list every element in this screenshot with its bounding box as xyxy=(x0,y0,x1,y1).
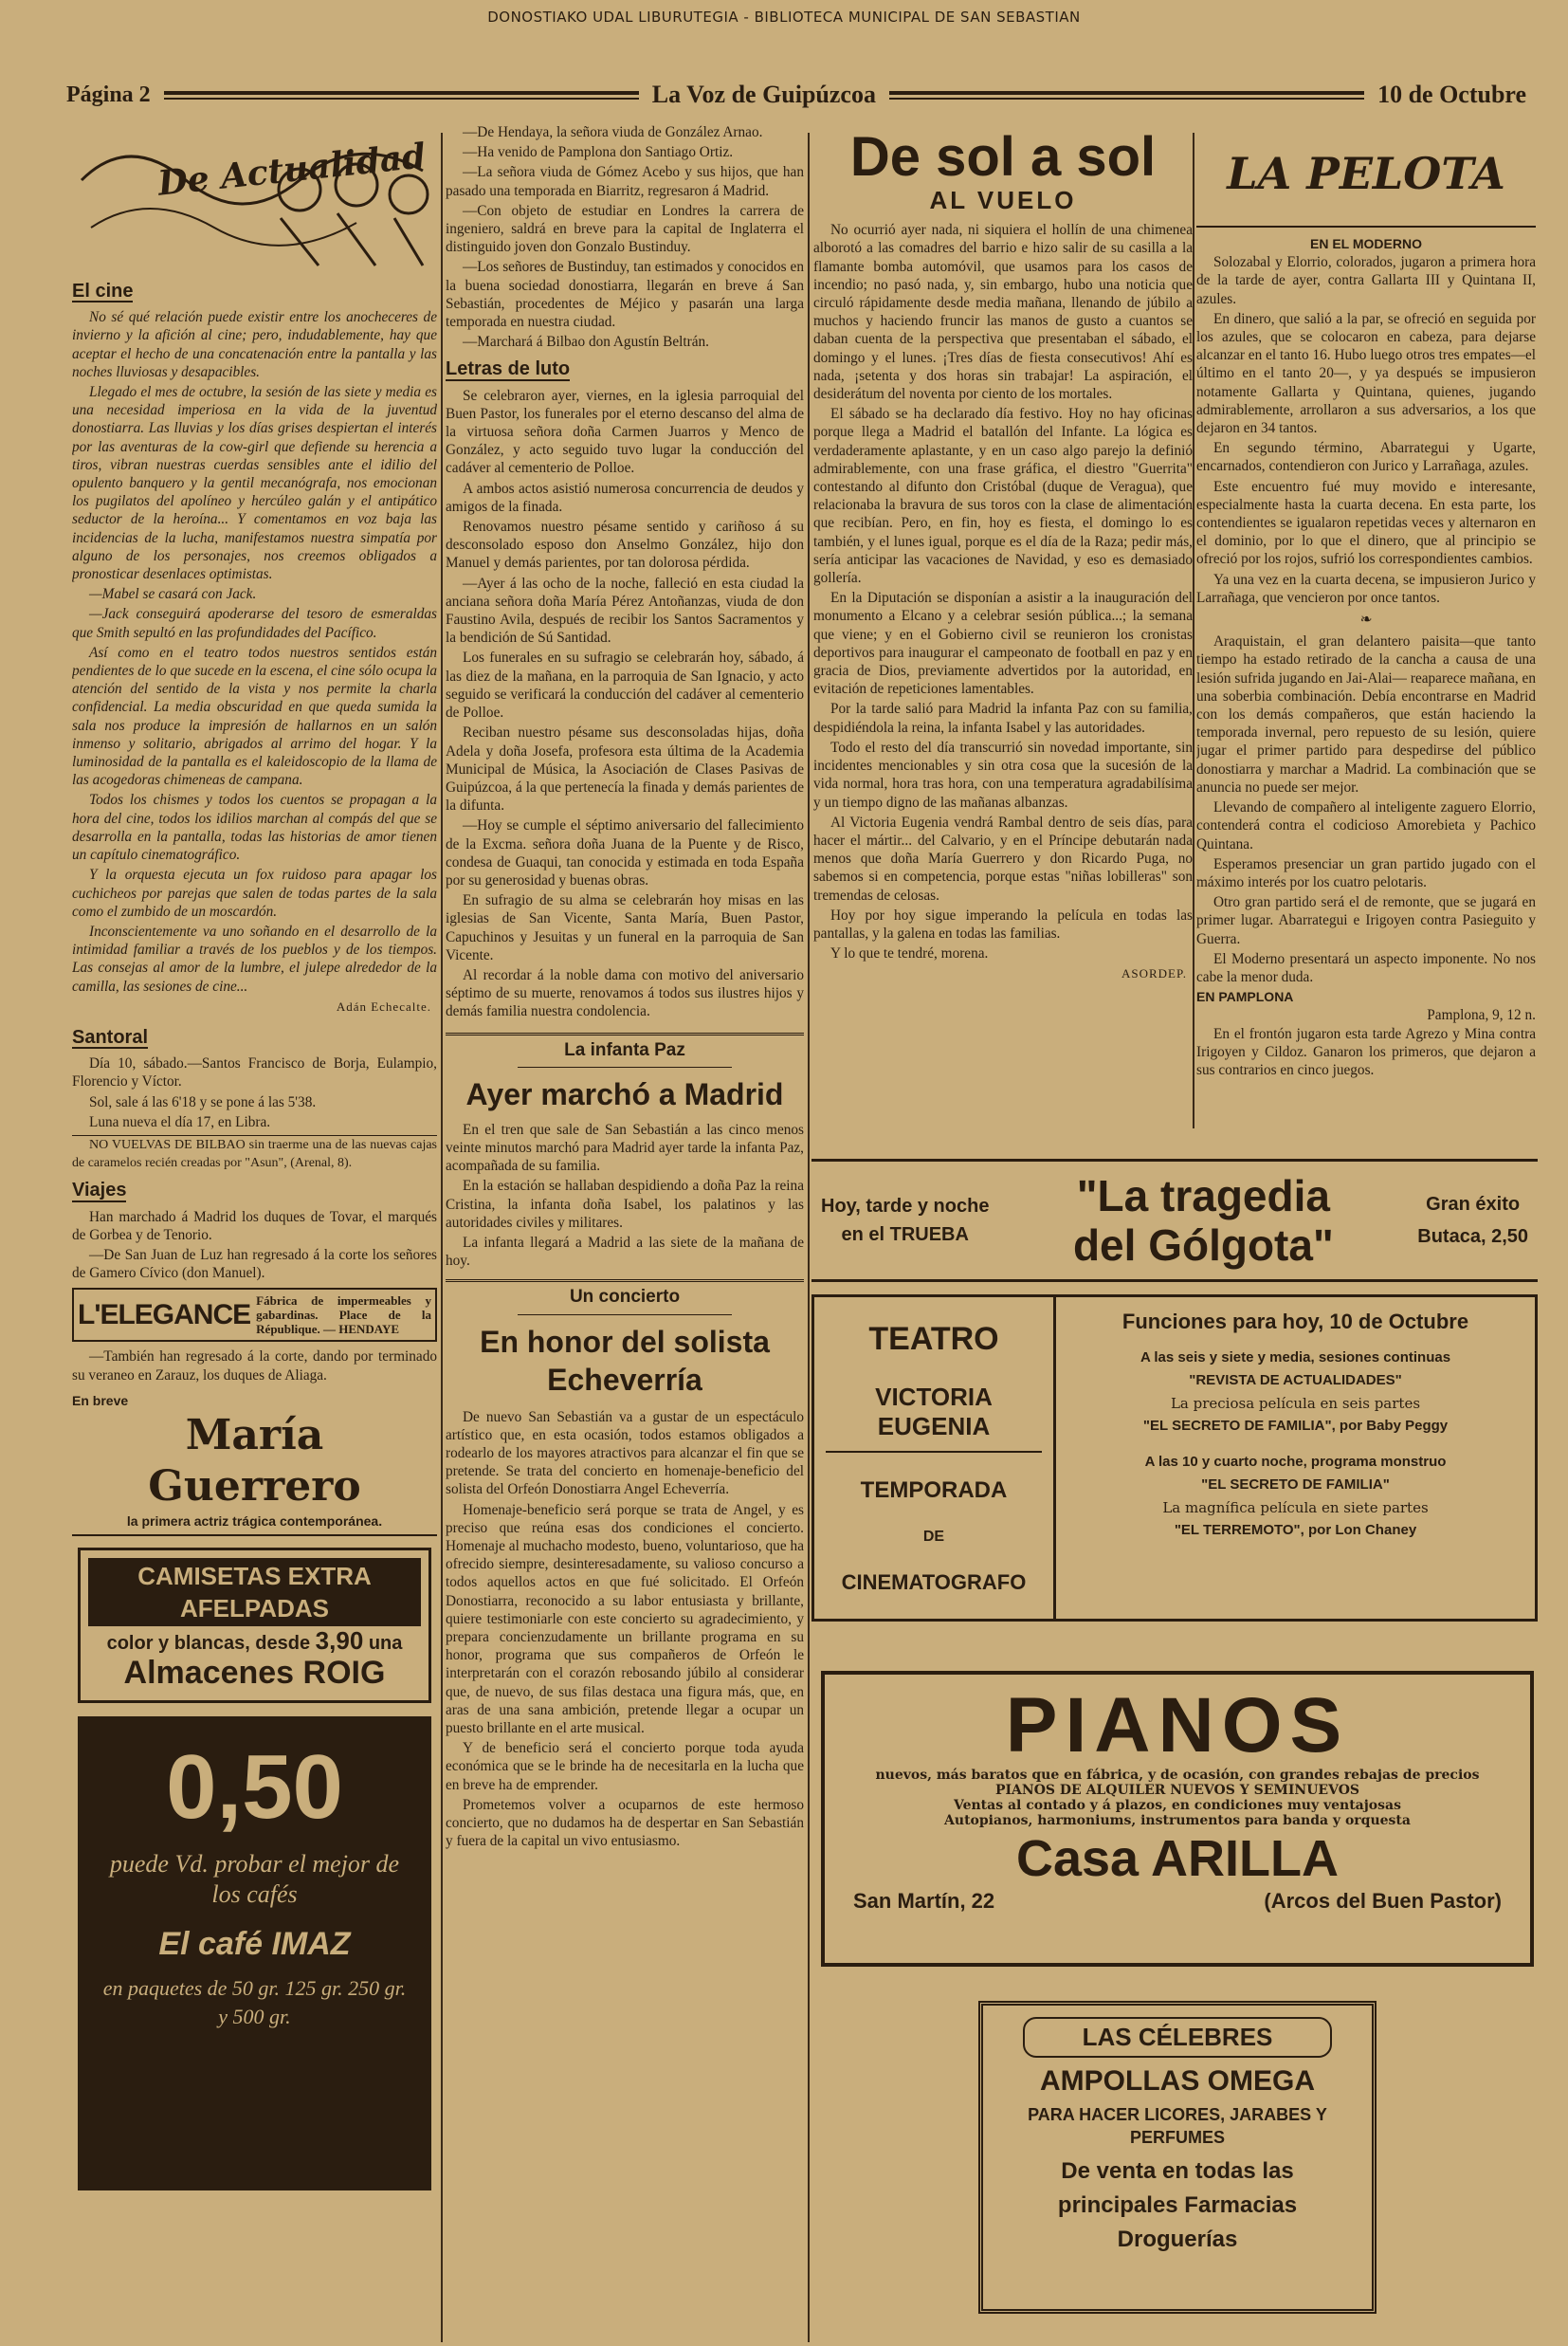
golgota-title xyxy=(1073,1171,1334,1270)
concierto-headline: En honor del solista Echeverría xyxy=(480,1324,770,1397)
santoral-line: Luna nueva el día 17, en Libra. xyxy=(89,1113,271,1130)
paragraph: La infanta llegará a Madrid a las siete de la mañana de hoy. xyxy=(446,1234,804,1270)
paragraph: Al recordar á la noble dama con motivo del aniversario séptimo de su muerte, renovamos á todos sus ilustres hijos y demás familia nuestra condolencia. xyxy=(446,966,804,1020)
separator-icon: ❧ xyxy=(1359,612,1373,629)
elegance-name: L'ELEGANCE xyxy=(78,1299,251,1331)
golgota-ad xyxy=(811,1159,1538,1282)
pamplona-head: EN PAMPLONA xyxy=(1196,989,1294,1005)
roig-headline: CAMISETAS EXTRA AFELPADAS xyxy=(88,1558,421,1626)
paragraph: De nuevo San Sebastián va a gustar de un espectáculo artístico que, en esta ocasión, todos estamos obligados a rodearlo de los mayores atractivos para alcanzar el fin que se pretende. Se trata del concierto en homenaje-beneficio del solista del Orfeón Donostiarra Angel Echeverría. xyxy=(446,1408,804,1498)
paragraph: Y lo que te tendré, morena. xyxy=(830,945,989,962)
paragraph: Llevando de compañero al inteligente zaguero Elorrio, contenderá contra el codicioso Amorebieta y Pachico Quintana. xyxy=(1196,799,1536,852)
pianos-line: PIANOS DE ALQUILER NUEVOS Y SEMINUEVOS xyxy=(994,1783,1360,1798)
paragraph: Otro gran partido será el de remonte, que se jugará en primer lugar. Abarrategui e Irigoyen contra Pasieguito y Guerra. xyxy=(1196,894,1536,947)
pelota-masthead xyxy=(1196,123,1536,228)
program-line: "REVISTA DE ACTUALIDADES" xyxy=(1189,1372,1402,1388)
page-header xyxy=(66,76,1526,114)
paragraph: Homenaje-beneficio será porque se trata de Angel, y es preciso que reúna esas dos condiciones el concierto. Homenaje al muchacho modesto, bueno, voluntarioso, que ha ofrecido siempre, desinteresadamente, su valioso concurso a todos aquellos actos en que fué solicitado. El Orfeón Donostiarra, reconocido a su labor entusiasta y brillante, quiere testimoniarle con este concierto su agradecimiento, y prepara concienzudamente un brillante programa en su honor, programa que sus compañeros de Orfeón le interpretarán con el corazón rebosando júbilo al considerar que, de nuevo, de sus filas destaca una figura más, que, en aras de una sana ambición, pretende llegar a ocupar un puesto brillante en el arte musical. xyxy=(446,1501,804,1737)
pianos-line: Autopianos, harmoniums, instrumentos para banda y orquesta xyxy=(944,1813,1411,1828)
paragraph: En la Diputación se disponían a asistir a la inauguración del monumento a Elcano y a celebrar sesión pública...; la semana que viene; y en el Gobierno civil se reunieron los cronistas deportivos para inaugurar el campeonato de football en paz y en gracia de Dios, previamente advertidos por la autoridad, en evitación de repeticiones lamentables. xyxy=(813,590,1193,698)
paragraph: Han marchado á Madrid los duques de Tovar, el marqués de Gorbea y de Tenorio. xyxy=(72,1208,437,1243)
roig-ad xyxy=(78,1548,431,1703)
paragraph: El sábado se ha declarado día festivo. Hoy no hay oficinas porque llega a Madrid el batallón del Infante. La lógica es verdaderamente aplastante, y en un caso algo parejo la definió admirablemente, con una frase gráfica, el diestro "Guerrita" contestando al difunto don Cristóbal (duque de Veragua), que relacionaba la bravura de sus toros con la clase de alimentación que recibían. Pero, en fin, hoy es fiesta, el domingo lo es también, y el lunes igual, porque es el día de la Raza; pedir más, sería anticipar las vacaciones de Navidad, y eso es demasiado gollería. xyxy=(813,406,1193,587)
paragraph: No sé qué relación puede existir entre los anocheceres de invierno y la afición al cine; pero, indudablemente, hay que aceptar el hecho de una concatenación entre la pantalla y las noches lluviosas y desapacibles. xyxy=(72,309,437,380)
omega-line: principales Farmacias xyxy=(1057,2192,1298,2218)
golgota-where: en el TRUEBA xyxy=(841,1224,969,1245)
paragraph: —La señora viuda de Gómez Acebo y sus hijos, que han pasado una temporada en Biarritz, regresaron á Madrid. xyxy=(446,164,804,199)
guerrero-name: María Guerrero xyxy=(148,1410,361,1511)
paragraph: Por la tarde salió para Madrid la infanta Paz con su familia, despidiéndola la reina, la infanta Isabel y las autoridades. xyxy=(813,701,1193,736)
paragraph: —Hoy se cumple el séptimo aniversario del fallecimiento de la Excma. señora doña Juana de la Puente y de Risco, condesa de Guaqui, tan conocida y estimada en toda España por su generosidad y buenas obras. xyxy=(446,817,804,889)
victoria-eugenia-ad xyxy=(811,1294,1538,1622)
paragraph: —De San Juan de Luz han regresado á la corte los señores de Gamero Cívico (don Manuel). xyxy=(72,1246,437,1282)
paragraph: —Ayer á las ocho de la noche, falleció en esta ciudad la anciana señora doña María Pérez Antoñanzas, viuda de don Faustino Avila, después de recibir los Santos Sacramentos y la bendición de Sú Santidad. xyxy=(446,575,804,647)
roig-text: color y blancas, desde xyxy=(106,1633,311,1655)
paragraph: —Con objeto de estudiar en Londres la carrera de ingeniero, saldrá en breve para la capital de Inglaterra el distinguido joven don Gonzalo Bustinduy. xyxy=(446,202,804,256)
column-2 xyxy=(446,123,804,2333)
paragraph: Se celebraron ayer, viernes, en la iglesia parroquial del Buen Pastor, los funerales por el eterno descanso del alma de la virtuosa señora doña Carmen Juarros y Menco de González, y acto seguido tuvo lugar la conducción del cadáver al cementerio de Polloe. xyxy=(446,387,804,477)
pianos-arcos: (Arcos del Buen Pastor) xyxy=(1264,1889,1502,1913)
paragraph: Este encuentro fué muy movido e interesante, especialmente hasta la cuarta decena. En esta parte, los contendientes se igualaron repetidas veces y alternaron en el dominio, por lo que el dinero, que al principio se ofreció por los rojos, sufrió los correspondientes cambios. xyxy=(1196,478,1536,568)
page-number: Página 2 xyxy=(66,82,151,107)
pamplona-dateline: Pamplona, 9, 12 n. xyxy=(1427,1007,1536,1024)
signature: ASORDEP. xyxy=(1121,966,1187,981)
paragraph: Prometemos volver a ocuparnos de este hermoso concierto, que no dudamos ha de despertar en San Sebastián y fuera de la capital un vivo entusiasmo. xyxy=(446,1796,804,1850)
paragraph: En el frontón jugaron esta tarde Agrezo y Mina contra Irigoyen y Cildoz. Ganaron los primeros, que dejaron a sus contrarios en cinco juegos. xyxy=(1196,1025,1536,1078)
column-rule xyxy=(441,133,443,2342)
elegance-text: Fábrica de impermeables y gabardinas. Place de la République. — HENDAYE xyxy=(256,1293,431,1337)
paragraph: En la estación se hallaban despidiendo a doña Paz la reina Cristina, la infanta doña Isabel, los palatinos y las autoridades civiles y militares. xyxy=(446,1178,804,1231)
column-3 xyxy=(813,123,1193,1147)
article-cine xyxy=(72,308,437,996)
program-head: Funciones para hoy, 10 de Octubre xyxy=(1121,1310,1469,1333)
actualidad-title: De Actualidad xyxy=(155,136,428,204)
pelota-subhead: EN EL MODERNO xyxy=(1310,236,1422,251)
sol-a-sol-title: De sol a sol xyxy=(849,126,1157,188)
pianos-ad xyxy=(821,1671,1534,1967)
program-line: A las 10 y cuarto noche, programa monstruo xyxy=(1144,1454,1447,1470)
paragraph: No ocurrió ayer nada, ni siquiera el hollín de una chimenea alborotó a las comadres del barrio e hizo salir de su casilla a la flamante bomba automóvil, que usamos para los casos de incendio; no pasó nada, y, sin embargo, hubo una noticia que circuló rápidamente desde media mañana, llenando de júbilo a muchos y haciendo fruncir las manos de gusto a cuantos se daban cuenta de la perspectiva que presentaban el sábado, el domingo y el lunes. ¡Tres días de fiesta consecutivos! Ahí es nada, ¡setenta y dos horas sin trabajar! La aspiración, el desiderátum del noventa por ciento de los mortales. xyxy=(813,222,1193,403)
paragraph: Y de beneficio será el concierto porque toda ayuda económica que se le brinde ha de necesitarla en la lucha que en breve ha de emprender. xyxy=(446,1740,804,1793)
paragraph: En segundo término, Abarrategui y Ugarte, encarnados, contendieron con Jurico y Larrañaga, azules. xyxy=(1196,440,1536,475)
paragraph: En el tren que sale de San Sebastián a las cinco menos veinte minutos marchó para Madrid ayer tarde la infanta Paz, acompañada de su familia. xyxy=(446,1121,804,1175)
roig-unit: una xyxy=(368,1633,403,1655)
asun-ad: NO VUELVAS DE BILBAO sin traerme una de las nuevas cajas de caramelos recién creadas por "Asun", (Arenal, 8). xyxy=(72,1135,437,1172)
paragraph: El Moderno presentará un aspecto imponente. No nos cabe la menor duda. xyxy=(1196,950,1536,985)
guerrero-kicker: En breve xyxy=(72,1392,129,1408)
roig-store: Almacenes ROIG xyxy=(123,1655,386,1692)
infanta-kicker: La infanta Paz xyxy=(564,1039,685,1060)
paragraph: Así como en el teatro todos nuestros sentidos están pendientes de lo que sucede en la escena, el cine sólo ocupa la atención del sentido de la vista y nos permite la charla confidencial. La media obscuridad en que queda sumida la sala nos produce la impresión de hallarnos en un salón inmenso y solitario, abrigados al arrimo del hogar. Y la luminosidad de la pantalla es el kaleidoscopio de la llama de las acogedoras chimeneas de campana. xyxy=(72,644,437,789)
imaz-ad xyxy=(78,1716,431,2190)
golgota-title-1: "La tragedia xyxy=(1076,1171,1330,1220)
imaz-line: puede Vd. probar el mejor de los cafés xyxy=(109,1850,400,1909)
paragraph: Solozabal y Elorrio, colorados, jugaron a primera hora de la tarde de ayer, contra Gallarta III y Quintana II, azules. xyxy=(1196,254,1536,307)
victoria-eugenia-program xyxy=(1056,1297,1535,1619)
infanta-headline: Ayer marchó a Madrid xyxy=(465,1076,784,1111)
imaz-brand: El café IMAZ xyxy=(158,1926,351,1963)
paragraph: —Los señores de Bustinduy, tan estimados y conocidos en la buena sociedad donostiarra, llegarán en breve á San Sebastián, procedentes de Méjico y pasarán una larga temporada en nuestra ciudad. xyxy=(446,259,804,331)
column-4 xyxy=(1196,123,1536,1147)
golgota-right xyxy=(1417,1188,1528,1253)
pelota-title: LA PELOTA xyxy=(1227,148,1505,200)
de-label: DE xyxy=(922,1529,945,1545)
actualidad-masthead xyxy=(72,123,437,275)
temporada-label: TEMPORADA xyxy=(860,1477,1008,1503)
issue-date: 10 de Octubre xyxy=(1377,81,1527,108)
paragraph: Todo el resto del día transcurrió sin novedad importante, sin incidentes mencionables y sin otra cosa que la sucesión de la vida normal, hora tras hora, con una temperatura agradabilísima y un tiempo digno de las mañanas albanzas. xyxy=(813,739,1193,811)
paragraph: En dinero, que salió a la par, se ofreció en seguida por los azules, que se colocaron en cabeza, para dejarse alcanzar en el tanto 16. Hubo luego otros tres empates—el último en el tanto 20—, y ya después se impusieron notamente Gallarta y Quintana, quienes, jugando admirablemente, arrollaron a sus adversarios, a los que dejaron en 34 tantos. xyxy=(1196,310,1536,437)
roig-line xyxy=(88,1626,421,1656)
archive-banner: DONOSTIAKO UDAL LIBURUTEGIA - BIBLIOTECA MUNICIPAL DE SAN SEBASTIAN xyxy=(487,9,1081,26)
section-title-cine: El cine xyxy=(72,281,134,302)
paragraph: —Marchará á Bilbao don Agustín Beltrán. xyxy=(463,334,709,351)
paragraph: —Ha venido de Pamplona don Santiago Ortiz. xyxy=(463,144,734,161)
paragraph: Y la orquesta ejecuta un fox ruidoso para apagar los cuchicheos por parejas que salen de todas partes de la sala como el zumbido de un moscardón. xyxy=(72,867,437,920)
pianos-street: San Martín, 22 xyxy=(853,1889,995,1913)
program-line: La magnífica película en siete partes xyxy=(1162,1499,1429,1516)
concierto-kicker: Un concierto xyxy=(569,1287,681,1308)
newspaper-name: La Voz de Guipúzcoa xyxy=(651,81,876,108)
omega-use: PARA HACER LICORES, JARABES Y PERFUMES xyxy=(1028,2105,1327,2147)
paragraph: Los funerales en su sufragio se celebrarán hoy, sábado, á las diez de la mañana, en la parroquia de San Ignacio, y acto seguido se verificará la conducción del cadáver al cementerio de Polloe. xyxy=(446,650,804,722)
program-line: "EL SECRETO DE FAMILIA", por Baby Peggy xyxy=(1142,1418,1449,1434)
golgota-title-2: del Gólgota" xyxy=(1072,1220,1334,1270)
al-vuelo-subtitle: AL VUELO xyxy=(929,186,1077,214)
imaz-sizes: en paquetes de 50 gr. 125 gr. 250 gr. y 500 gr. xyxy=(102,1976,407,2029)
omega-kicker: LAS CÉLEBRES xyxy=(1023,2017,1332,2058)
paragraph: Al Victoria Eugenia vendrá Rambal dentro de seis días, para hacer el mártir... del Calvario, y en el Príncipe debutarán nada menos que doña María Guerrero y don Ricardo Puga, no sabemos si en competencia, porque estas "niñas lobilleras" son tremendas de celosas. xyxy=(813,814,1193,904)
pianos-address xyxy=(834,1889,1521,1914)
paragraph: Reciban nuestro pésame sus desconsoladas hijas, doña Adela y doña Josefa, profesora esta última de la Academia Municipal de Música, la Asociación de Clases Pasivas de Guipúzcoa, á la que pertenecía la finada y demás parientes de la difunta. xyxy=(446,724,804,815)
header-rule xyxy=(164,91,639,100)
section-title-luto: Letras de luto xyxy=(446,358,571,380)
imaz-price: 0,50 xyxy=(166,1736,343,1839)
section-title-santoral: Santoral xyxy=(72,1026,149,1048)
golgota-when: Hoy, tarde y noche xyxy=(821,1196,990,1217)
paragraph: —También han regresado á la corte, dando por terminado su veraneo en Zarauz, los duques de Aliaga. xyxy=(72,1348,437,1384)
column-rule xyxy=(808,133,810,2342)
header-rule xyxy=(889,91,1364,100)
omega-ad xyxy=(978,2001,1377,2314)
victoria-eugenia-name: VICTORIA EUGENIA xyxy=(826,1383,1042,1453)
pianos-title: PIANOS xyxy=(1005,1682,1350,1769)
cinematografo-label: CINEMATOGRAFO xyxy=(841,1570,1027,1594)
pianos-line: nuevos, más baratos que en fábrica, y de ocasión, con grandes rebajas de precios xyxy=(875,1768,1480,1783)
golgota-price: Butaca, 2,50 xyxy=(1417,1226,1528,1247)
omega-name: AMPOLLAS OMEGA xyxy=(1040,2065,1315,2097)
section-title-viajes: Viajes xyxy=(72,1180,127,1201)
paragraph: Inconscientemente va uno soñando en el desarrollo de la intimidad familiar a través de los pueblos y de los tiempos. Las consejas al amor de la lumbre, el julepe alrededor de la camilla, las sesiones de cine... xyxy=(72,923,437,995)
column-1 xyxy=(72,123,437,2333)
program-line: La preciosa película en seis partes xyxy=(1170,1395,1421,1412)
pianos-line: Ventas al contado y á plazos, en condiciones muy ventajosas xyxy=(954,1798,1401,1813)
paragraph: Renovamos nuestro pésame sentido y cariñoso á su desconsolado esposo don Anselmo González, hijo don Manuel y demás parientes, por tan dolorosa pérdida. xyxy=(446,519,804,572)
paragraph: Araquistain, el gran delantero paisita—que tanto tiempo ha estado retirado de la cancha a causa de una lesión sufrida jugando en Jai-Alai— reaparece mañana, en una soberbia combinación. Debía encontrarse en Madrid con los demás compañeros, que están haciendo la temporada invernal, pero repuesto de su lesión, quiere jugar el primer partido para despedirse del público donostiarra y marchar a Madrid. La combinación que se anuncia no puede ser mejor. xyxy=(1196,633,1536,796)
column-rule xyxy=(1193,133,1194,1128)
elegance-ad xyxy=(72,1288,437,1342)
paragraph: Llegado el mes de octubre, la sesión de las siete y media es una necesidad imperiosa en la vida de la juventud donostiarra. Las lluvias y los días grises despiertan el interés por las aventuras de la cow-girl que defiende su herencia a tiros, vibran nuestras cuerdas sensibles ante el idilio del opulento banquero y la gentil mecanógrafa, nos emocionan los pugilatos del apolíneo y hercúleo galán y el antipático seductor de la heroína... Y comentamos en voz baja las incidencias de la lucha, manifestamos nuestra simpatía por alguno de los personajes, nos creemos obligados a pronosticar desenlaces optimistas. xyxy=(72,384,437,583)
paragraph: —De Hendaya, la señora viuda de González Arnao. xyxy=(463,124,763,140)
golgota-left xyxy=(821,1192,989,1249)
teatro-label: TEATRO xyxy=(868,1321,999,1357)
golgota-success: Gran éxito xyxy=(1426,1194,1521,1215)
omega-line: Droguerías xyxy=(1117,2227,1238,2252)
program-line: A las seis y siete y media, sesiones continuas xyxy=(1140,1349,1451,1365)
paragraph: Esperamos presenciar un gran partido jugado con el máximo interés por los cuatro pelotaris. xyxy=(1196,855,1536,890)
victoria-eugenia-brand xyxy=(814,1297,1056,1619)
paragraph: A ambos actos asistió numerosa concurrencia de deudos y amigos de la finada. xyxy=(446,480,804,515)
omega-line: De venta en todas las xyxy=(1061,2158,1294,2184)
paragraph: Hoy por hoy sigue imperando la película en todas las pantallas, y la galena en todas las familias. xyxy=(813,907,1193,942)
paragraph: Todos los chismes y todos los cuentos se propagan a la hora del cine, todos los idilios marchan al compás del que se desarrolla en la pantalla, todas las historias de amor tienen un capítulo cinematográfico. xyxy=(72,792,437,864)
program-line: "EL SECRETO DE FAMILIA" xyxy=(1201,1476,1390,1493)
signature: Adán Echecalte. xyxy=(336,999,431,1014)
guerrero-tagline: la primera actriz trágica contemporánea. xyxy=(72,1512,437,1536)
program-line: "EL TERREMOTO", por Lon Chaney xyxy=(1174,1522,1417,1538)
paragraph: —Mabel se casará con Jack. xyxy=(89,586,257,603)
roig-price: 3,90 xyxy=(315,1626,364,1656)
paragraph: En sufragio de su alma se celebrarán hoy misas en las iglesias de San Vicente, Santa María, Buen Pastor, Capuchinos y Jesuitas y un funeral en la parroquia de San Vicente. xyxy=(446,892,804,963)
paragraph: Ya una vez en la cuarta decena, se impusieron Jurico y Larrañaga, que vencieron por once tantos. xyxy=(1196,571,1536,606)
pianos-store: Casa ARILLA xyxy=(1015,1830,1340,1887)
paragraph: —Jack conseguirá apoderarse del tesoro de esmeraldas que Smith sepultó en las profundidades del Pacífico. xyxy=(72,606,437,641)
santoral-line: Día 10, sábado.—Santos Francisco de Borja, Eulampio, Florencio y Víctor. xyxy=(72,1055,437,1091)
santoral-line: Sol, sale á las 6'18 y se pone á las 5'38. xyxy=(89,1093,317,1110)
